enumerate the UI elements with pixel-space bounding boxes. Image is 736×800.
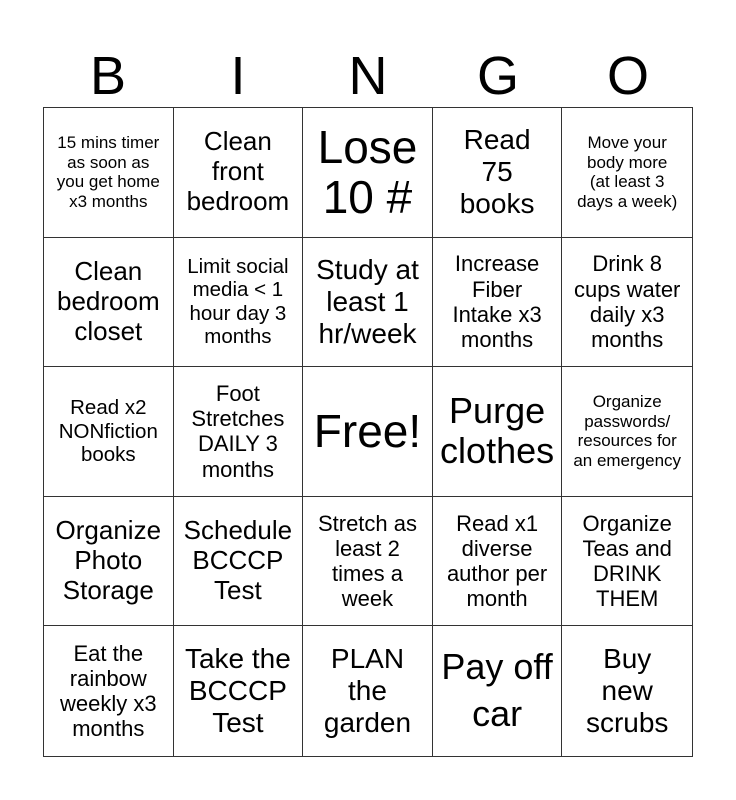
cell-text: 15 mins timer as soon as you get home x3 months	[56, 133, 160, 211]
bingo-board	[43, 107, 693, 757]
bingo-cell[interactable]	[433, 626, 563, 756]
cell-text: Stretch as least 2 times a week	[317, 510, 417, 612]
bingo-cell[interactable]	[562, 238, 692, 368]
cell-text: PLAN the garden	[323, 642, 412, 739]
cell-text: Read 75 books	[459, 124, 535, 220]
cell-text: Organize Teas and DRINK THEM	[582, 510, 672, 612]
bingo-cell[interactable]	[562, 497, 692, 627]
cell-text: Read x1 diverse author per month	[446, 510, 548, 612]
cell-text: Take the BCCCP Test	[184, 642, 291, 739]
bingo-cell[interactable]	[174, 367, 304, 497]
header-letter-n: N	[348, 46, 388, 106]
header-letter-i: I	[230, 46, 246, 106]
bingo-cell[interactable]	[562, 367, 692, 497]
bingo-cell[interactable]	[303, 497, 433, 627]
bingo-cell[interactable]	[44, 108, 174, 238]
cell-text: Read x2 NONfiction books	[58, 396, 158, 467]
cell-text: Lose 10 #	[317, 120, 418, 224]
cell-text: Move your body more (at least 3 days a week)	[577, 133, 678, 211]
bingo-cell[interactable]	[44, 367, 174, 497]
bingo-header	[43, 44, 693, 108]
cell-text: Pay off car	[441, 646, 553, 735]
bingo-cell[interactable]	[174, 497, 304, 627]
bingo-cell[interactable]	[44, 626, 174, 756]
cell-text: Foot Stretches DAILY 3 months	[191, 380, 285, 482]
bingo-cell[interactable]	[174, 108, 304, 238]
header-letter-g: G	[476, 46, 519, 106]
bingo-cell[interactable]	[44, 497, 174, 627]
bingo-cell[interactable]	[433, 238, 563, 368]
bingo-cell[interactable]	[562, 626, 692, 756]
cell-text: Limit social media < 1 hour day 3 months	[187, 254, 289, 349]
cell-text: Purge clothes	[440, 390, 555, 472]
header-letter-b: B	[89, 46, 127, 106]
bingo-cell[interactable]	[303, 238, 433, 368]
cell-text: Organize passwords/ resources for an emergency	[573, 392, 682, 471]
cell-text: Increase Fiber Intake x3 months	[452, 251, 542, 353]
cell-text: Clean bedroom closet	[56, 256, 160, 346]
bingo-cell[interactable]	[303, 108, 433, 238]
bingo-cell[interactable]	[174, 626, 304, 756]
cell-text: Drink 8 cups water daily x3 months	[574, 251, 681, 353]
cell-text: Clean front bedroom	[186, 126, 290, 217]
cell-text: Free!	[313, 405, 422, 458]
bingo-cell[interactable]	[303, 626, 433, 756]
cell-text: Buy new scrubs	[585, 642, 669, 739]
cell-text: Schedule BCCCP Test	[183, 515, 293, 606]
bingo-cell[interactable]	[44, 238, 174, 368]
cell-text: Study at least 1 hr/week	[316, 253, 419, 349]
free-space[interactable]	[303, 367, 433, 497]
bingo-cell[interactable]	[433, 497, 563, 627]
bingo-cell[interactable]	[433, 367, 563, 497]
cell-text: Eat the rainbow weekly x3 months	[60, 640, 157, 742]
bingo-cell[interactable]	[433, 108, 563, 238]
bingo-cell[interactable]	[174, 238, 304, 368]
cell-text: Organize Photo Storage	[55, 515, 162, 606]
bingo-cell[interactable]	[562, 108, 692, 238]
header-letter-o: O	[606, 46, 649, 106]
